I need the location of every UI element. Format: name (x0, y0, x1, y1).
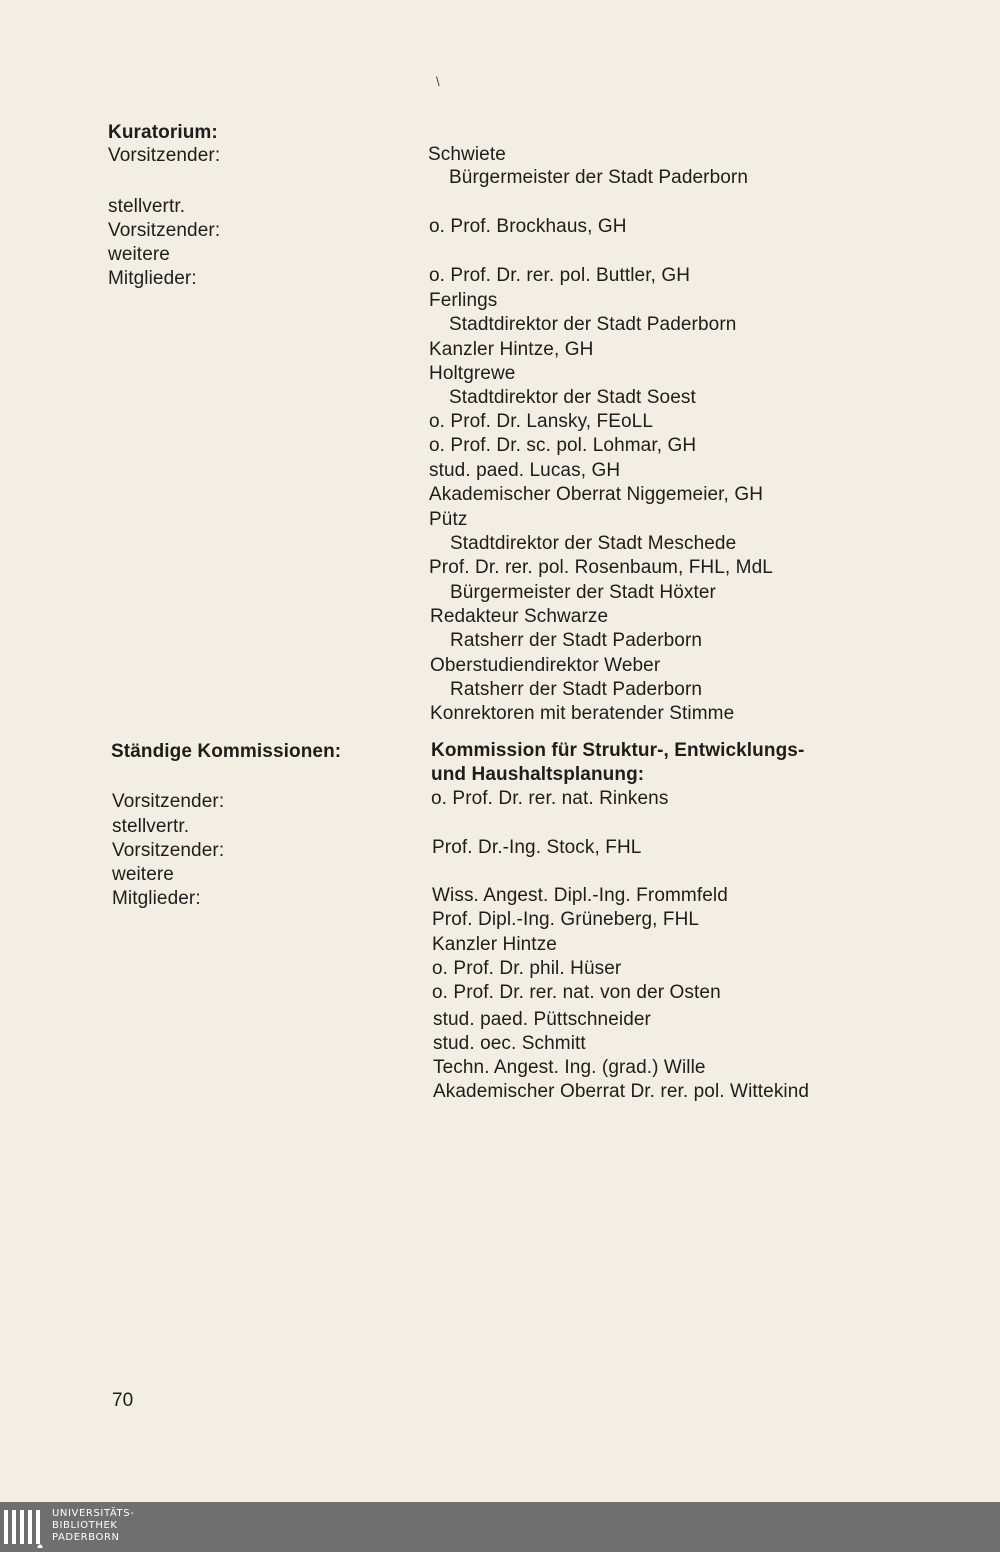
kuratorium-member-role: Stadtdirektor der Stadt Meschede (450, 533, 737, 554)
kuratorium-member: Kanzler Hintze, GH (429, 339, 594, 360)
kommission-member: Akademischer Oberrat Dr. rer. pol. Wittekind (433, 1081, 810, 1102)
kuratorium-member: Oberstudiendirektor Weber (430, 655, 661, 676)
kuratorium-member: o. Prof. Dr. Lansky, FEoLL (429, 411, 654, 432)
kommission-title-continued: und Haushaltsplanung: (431, 764, 645, 785)
kuratorium-member: Ferlings (429, 290, 498, 311)
kuratorium-member-role: Stadtdirektor der Stadt Paderborn (449, 314, 737, 335)
kommission-member: Wiss. Angest. Dipl.-Ing. Frommfeld (432, 885, 728, 906)
kuratorium-member: Schwiete (428, 144, 506, 165)
kuratorium-member: Redakteur Schwarze (430, 606, 609, 627)
kommissionen-heading: Ständige Kommissionen: (111, 741, 342, 762)
kuratorium-label-stellv-vorsitzender: Vorsitzender: (108, 220, 221, 241)
kommission-label-mitglieder: Mitglieder: (112, 888, 201, 909)
kommission-member: stud. paed. Püttschneider (433, 1009, 651, 1030)
library-footer-bar (0, 1502, 1000, 1552)
kuratorium-member: Akademischer Oberrat Niggemeier, GH (429, 484, 764, 505)
logo-line: PADERBORN (52, 1532, 120, 1543)
kuratorium-member-role: Bürgermeister der Stadt Höxter (450, 582, 716, 603)
kuratorium-member: o. Prof. Dr. rer. pol. Buttler, GH (429, 265, 691, 286)
kuratorium-member: Konrektoren mit beratender Stimme (430, 703, 735, 724)
kommission-label-weitere: weitere (112, 864, 174, 885)
kuratorium-label-vorsitzender: Vorsitzender: (108, 145, 221, 166)
kommission-label-vorsitzender: Vorsitzender: (112, 791, 225, 812)
kommission-member: o. Prof. Dr. phil. Hüser (432, 958, 622, 979)
kommission-member: Prof. Dr.-Ing. Stock, FHL (432, 837, 642, 858)
library-logo-icon (4, 1508, 44, 1548)
kuratorium-member: Holtgrewe (429, 363, 516, 384)
logo-line: BIBLIOTHEK (52, 1520, 118, 1531)
library-logo-text (52, 1508, 134, 1544)
page-number: 70 (112, 1390, 134, 1411)
kuratorium-member-role: Ratsherr der Stadt Paderborn (450, 679, 703, 700)
kuratorium-member: stud. paed. Lucas, GH (429, 460, 621, 481)
kuratorium-heading: Kuratorium: (108, 122, 218, 143)
kuratorium-label-mitglieder: Mitglieder: (108, 268, 197, 289)
kommission-label-stellv-vorsitzender: Vorsitzender: (112, 840, 225, 861)
kommission-member: stud. oec. Schmitt (433, 1033, 586, 1054)
kommission-label-stellvertr: stellvertr. (112, 816, 190, 837)
kuratorium-member-role: Bürgermeister der Stadt Paderborn (449, 167, 749, 188)
kuratorium-member: Prof. Dr. rer. pol. Rosenbaum, FHL, MdL (429, 557, 773, 578)
kommission-member: o. Prof. Dr. rer. nat. von der Osten (432, 982, 721, 1003)
scan-speck: \ (436, 74, 440, 89)
kuratorium-member: o. Prof. Brockhaus, GH (429, 216, 627, 237)
kuratorium-member: o. Prof. Dr. sc. pol. Lohmar, GH (429, 435, 697, 456)
kommission-title: Kommission für Struktur-, Entwicklungs- (431, 740, 805, 761)
kuratorium-member: Pütz (429, 509, 468, 530)
kuratorium-member-role: Stadtdirektor der Stadt Soest (449, 387, 696, 408)
logo-line: UNIVERSITÄTS- (52, 1508, 135, 1519)
kuratorium-label-weitere: weitere (108, 244, 170, 265)
kommission-member: o. Prof. Dr. rer. nat. Rinkens (431, 788, 669, 809)
kuratorium-member-role: Ratsherr der Stadt Paderborn (450, 630, 703, 651)
kommission-member: Kanzler Hintze (432, 934, 557, 955)
kommission-member: Techn. Angest. Ing. (grad.) Wille (433, 1057, 706, 1078)
kuratorium-label-stellvertr: stellvertr. (108, 196, 186, 217)
kommission-member: Prof. Dipl.-Ing. Grüneberg, FHL (432, 909, 700, 930)
